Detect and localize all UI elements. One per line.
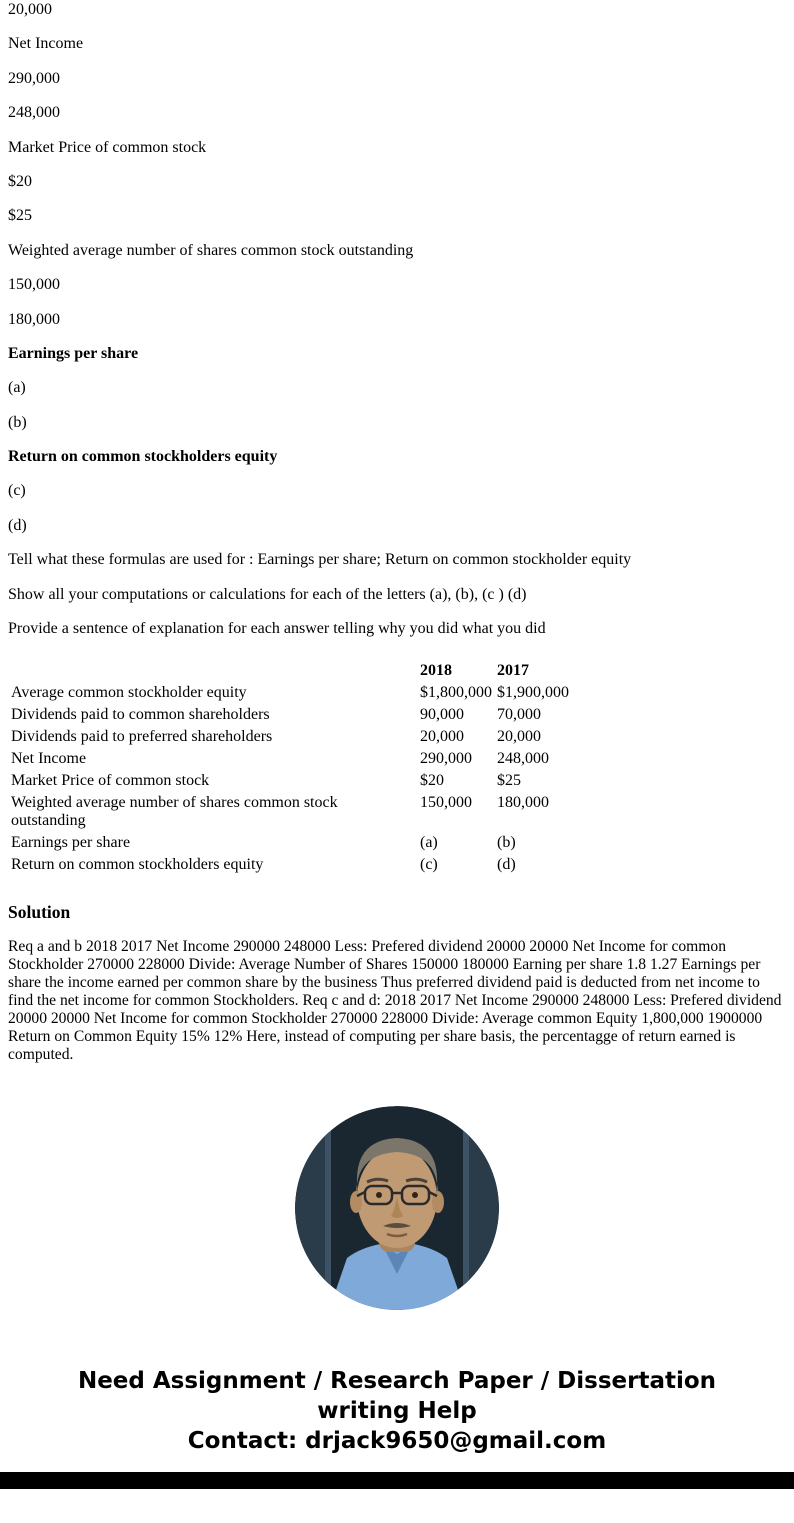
solution-heading: Solution	[8, 902, 71, 923]
value-2018: (a)	[420, 834, 438, 852]
intro-line: (a)	[8, 379, 26, 397]
footer-help-text: Need Assignment / Research Paper / Dissertation writing Help	[77, 1368, 717, 1425]
header-2017: 2017	[497, 662, 529, 680]
value-2017: 180,000	[497, 794, 549, 812]
table-row	[9, 726, 615, 748]
financial-data-table	[9, 660, 615, 876]
row-label: Dividends paid to preferred shareholders	[11, 728, 273, 746]
intro-line: $25	[8, 207, 32, 225]
value-2017: 20,000	[497, 728, 541, 746]
table-row	[9, 748, 615, 770]
value-2017: 248,000	[497, 750, 549, 768]
row-label: Market Price of common stock	[11, 772, 210, 790]
value-2017: $1,900,000	[497, 684, 569, 702]
value-2017: $25	[497, 772, 521, 790]
row-label: Average common stockholder equity	[11, 684, 247, 702]
intro-instruction-formulas: Tell what these formulas are used for : Earnings per share; Return on common stockholder equity	[8, 551, 632, 569]
row-label: Dividends paid to common shareholders	[11, 706, 270, 724]
table-row	[9, 704, 615, 726]
footer-ad	[8, 1366, 786, 1456]
header-blank	[9, 660, 418, 682]
table-row	[9, 792, 615, 832]
intro-line: 180,000	[8, 310, 60, 328]
table-row	[9, 770, 615, 792]
intro-line: (b)	[8, 413, 27, 431]
intro-line: 150,000	[8, 276, 60, 294]
intro-line: (c)	[8, 482, 26, 500]
table-header-row	[9, 660, 615, 682]
value-2018: 20,000	[420, 728, 464, 746]
value-2018: 150,000	[420, 794, 472, 812]
intro-line: 248,000	[8, 104, 60, 122]
intro-line: Market Price of common stock	[8, 138, 207, 156]
row-label-return-on-equity: Return on common stockholders equity	[11, 856, 264, 874]
value-2017: (b)	[497, 834, 516, 852]
value-2017: 70,000	[497, 706, 541, 724]
table-row	[9, 854, 615, 876]
portrait-photo	[295, 1106, 499, 1310]
value-2018: 290,000	[420, 750, 472, 768]
intro-instruction-explanation: Provide a sentence of explanation for each answer telling why you did what you did	[8, 620, 546, 638]
intro-line-return-on-equity: Return on common stockholders equity	[8, 448, 278, 466]
intro-line-earnings-per-share: Earnings per share	[8, 344, 139, 362]
value-2018: (c)	[420, 856, 438, 874]
intro-instruction-computations: Show all your computations or calculations for each of the letters (a), (b), (c ) (d)	[8, 585, 527, 603]
intro-line: 20,000	[8, 1, 52, 18]
tutor-portrait-image	[295, 1106, 499, 1310]
row-label: Weighted average number of shares common stock outstanding	[11, 794, 338, 830]
value-2018: 90,000	[420, 706, 464, 724]
table-row	[9, 832, 615, 854]
intro-line: Weighted average number of shares common stock outstanding	[8, 241, 414, 259]
value-2018: $1,800,000	[420, 684, 492, 702]
table-row	[9, 682, 615, 704]
value-2017: (d)	[497, 856, 516, 874]
row-label: Net Income	[11, 750, 87, 768]
value-2018: $20	[420, 772, 444, 790]
intro-line: Net Income	[8, 35, 84, 53]
intro-line: $20	[8, 172, 32, 190]
solution-text: Req a and b 2018 2017 Net Income 290000 248000 Less: Prefered dividend 20000 20000 Net Income for common Stockholder 270000 228000 Divide: Average Number of Shares 150000 180000 Earning per share 1.8 1.27 Earnings per share the income earned per common share by the business Thus preferred dividend paid is deducted from net income to find the net income for common Stockholders. Req c and d: 2018 2017 Net Income 290000 248000 Less: Prefered dividend 20000 20000 Net Income for common Stockholder 270000 228000 Divide: Average common Equity 1,800,000 1900000 Return on Common Equity 15% 12% Here, instead of computing per share basis, the percentagge of return earned is computed.	[8, 938, 782, 1064]
row-label-earnings-per-share: Earnings per share	[11, 834, 131, 852]
bottom-black-bar	[0, 1472, 794, 1489]
header-2018: 2018	[420, 662, 452, 680]
intro-line: 290,000	[8, 69, 60, 87]
footer-contact-email: Contact: drjack9650@gmail.com	[187, 1428, 607, 1455]
intro-line: (d)	[8, 516, 27, 534]
